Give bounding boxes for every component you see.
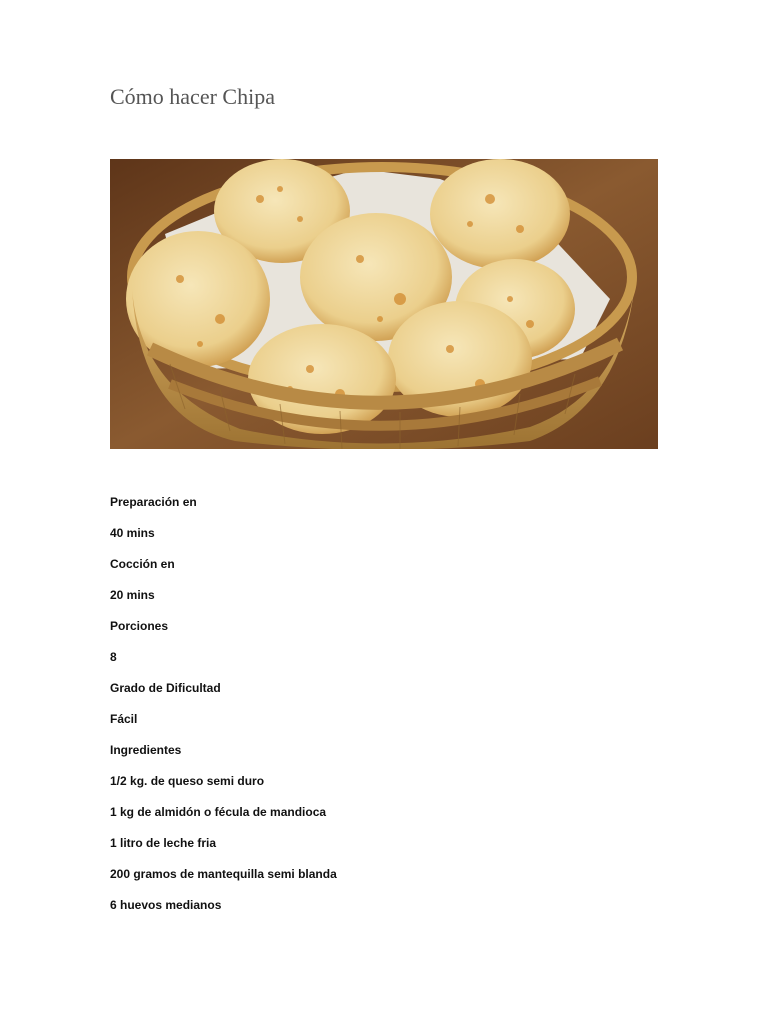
prep-time-value: 40 mins bbox=[110, 526, 155, 540]
difficulty-label: Grado de Dificultad bbox=[110, 681, 221, 695]
chipa-photo bbox=[110, 159, 658, 449]
ingredient-item: 1 litro de leche fria bbox=[110, 836, 217, 850]
recipe-details bbox=[110, 494, 337, 928]
page-title: Cómo hacer Chipa bbox=[110, 84, 275, 109]
ingredient-item: 1/2 kg. de queso semi duro bbox=[110, 774, 265, 788]
ingredient-item: 200 gramos de mantequilla semi blanda bbox=[110, 867, 337, 881]
cook-time-value: 20 mins bbox=[110, 588, 155, 602]
cook-time-label: Cocción en bbox=[110, 557, 175, 571]
servings-label: Porciones bbox=[110, 619, 169, 633]
servings-value: 8 bbox=[110, 650, 117, 664]
ingredient-item: 1 kg de almidón o fécula de mandioca bbox=[110, 805, 327, 819]
prep-time-label: Preparación en bbox=[110, 495, 197, 509]
difficulty-value: Fácil bbox=[110, 712, 138, 726]
ingredients-heading: Ingredientes bbox=[110, 743, 182, 757]
ingredient-item: 6 huevos medianos bbox=[110, 898, 222, 912]
